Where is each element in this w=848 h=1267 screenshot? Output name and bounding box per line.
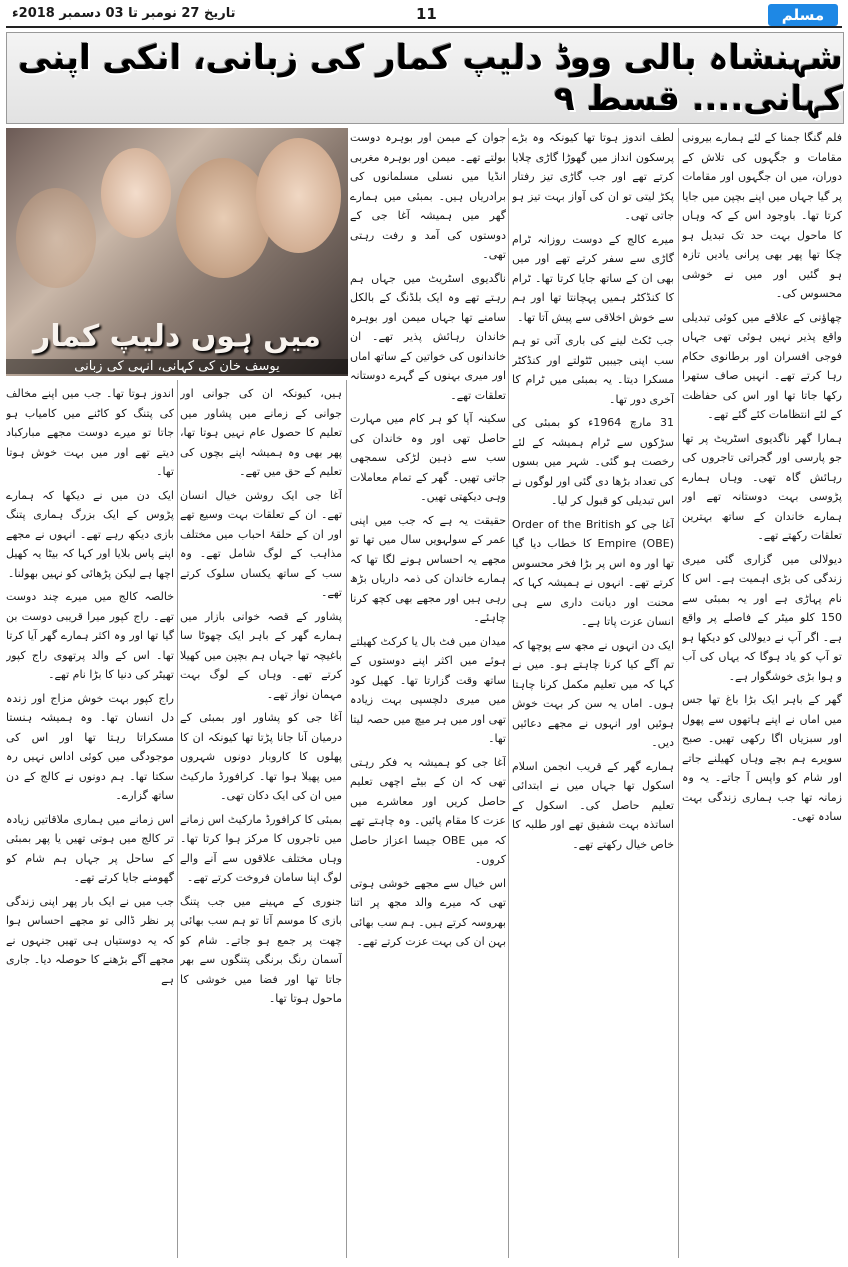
paragraph: ایک دن میں نے دیکھا کہ ہمارے پڑوس کے ایک بزرگ ہماری پتنگ بازی دیکھ رہے تھے۔ انہوں نے مجھے اپنے پاس بلایا اور کہا کہ بیٹا یہ کھیل اچھا ہے لیکن پڑھائی کو نہیں بھولنا۔	[6, 488, 174, 580]
paragraph: آغا جی ایک روشن خیال انسان تھے۔ ان کے تعلقات بہت وسیع تھے اور ان کے حلقۂ احباب میں مختلف مذاہب کے لوگ شامل تھے۔ وہ سب کے ساتھ یکساں سلوک کرتے تھے۔	[180, 488, 342, 599]
paragraph: ایک دن انہوں نے مجھ سے پوچھا کہ تم آگے کیا کرنا چاہتے ہو۔ میں نے کہا کہ میں تعلیم مکمل کرنا چاہتا ہوں۔ اماں یہ سن کر بہت خوش ہوئیں اور انہوں نے مجھے دعائیں دیں۔	[512, 638, 674, 749]
column-divider	[678, 128, 679, 1258]
paragraph: جنوری کے مہینے میں جب پتنگ بازی کا موسم آتا تو ہم سب بھائی چھت پر جمع ہو جاتے۔ شام کو آسمان رنگ برنگی پتنگوں سے بھر جاتا تھا اور فضا میں خوشی کا ماحول ہوتا تھا۔	[180, 894, 342, 1005]
paragraph: اس زمانے میں ہماری ملاقاتیں زیادہ تر کالج میں ہوتی تھیں یا پھر بمبئی کے ساحل پر جہاں ہم شام کو گھومنے جایا کرتے تھے۔	[6, 812, 174, 884]
photo-caption: میں ہوں دلیپ کمار	[33, 319, 321, 354]
paragraph: ناگدیوی اسٹریٹ میں جہاں ہم رہتے تھے وہ ایک بلڈنگ کے بالکل سامنے تھا جہاں میمن اور بوہرہ خاندان رہائش پذیر تھے۔ ان خاندانوں کی خواتین کے ساتھ اماں اور میری بہنوں کے گہرے دوستانہ تعلقات تھے۔	[350, 271, 506, 402]
column-divider	[346, 380, 347, 1258]
paragraph: آغا جی کو Order of the British Empire (OBE) کا خطاب دیا گیا تھا اور وہ اس پر بڑا فخر محسوس کرتے تھے۔ انہوں نے ہمیشہ کہا کہ محنت اور دیانت داری سے ہی انسان عزت پاتا ہے۔	[512, 517, 674, 628]
photo-face-right	[256, 138, 341, 253]
paragraph: راج کپور بہت خوش مزاج اور زندہ دل انسان تھا۔ وہ ہمیشہ ہنستا مسکراتا رہتا تھا اور اس کی موجودگی میں کوئی اداس نہیں رہ سکتا تھا۔ ہم دونوں نے کالج کے دن ساتھ گزارے۔	[6, 691, 174, 802]
paragraph: آغا جی کو ہمیشہ یہ فکر رہتی تھی کہ ان کے بیٹے اچھی تعلیم حاصل کریں اور معاشرے میں عزت کا مقام پائیں۔ وہ چاہتے تھے کہ میں OBE جیسا اعزاز حاصل کروں۔	[350, 755, 506, 866]
paragraph: اندوز ہوتا تھا۔ جب میں اپنے مخالف کی پتنگ کو کاٹنے میں کامیاب ہو جاتا تو میرے دوست مجھے مبارکباد دیتے تھے اور میں بہت خوش ہوتا تھا۔	[6, 387, 174, 478]
column-divider	[177, 380, 178, 1258]
paragraph: بمبئی کا کرافورڈ مارکیٹ اس زمانے میں تاجروں کا مرکز ہوا کرتا تھا۔ وہاں مختلف علاقوں سے آنے والے لوگ اپنا سامان فروخت کرتے تھے۔	[180, 812, 342, 884]
paragraph: چھاؤنی کے علاقے میں کوئی تبدیلی واقع پذیر نہیں ہوئی تھی جہاں فوجی افسران اور برطانوی حکام رہا کرتے تھے۔ انہیں صاف ستھرا رکھا جاتا تھا اور اس کی حفاظت کے لئے انتظامات کئے گئے تھے۔	[682, 310, 842, 421]
paragraph: 31 مارچ 1964ء کو بمبئی کی سڑکوں سے ٹرام ہمیشہ کے لئے رخصت ہو گئی۔ شہر میں بسوں کی تعداد بڑھا دی گئی اور لوگوں نے اس تبدیلی کو قبول کر لیا۔	[512, 416, 674, 507]
paragraph: ہمارا گھر ناگدیوی اسٹریٹ پر تھا جو پارسی اور گجراتی تاجروں کی رہائش گاہ تھی۔ وہاں ہمارے پڑوسی بہت دوستانہ تھے اور ہمارے خاندان کے ساتھ بہترین تعلقات رکھتے تھے۔	[682, 431, 842, 542]
text-column-2	[512, 128, 674, 1258]
article-headline	[6, 32, 844, 124]
article-photo	[6, 128, 348, 376]
paragraph: آغا جی کو پشاور اور بمبئی کے درمیان آنا جانا پڑتا تھا کیونکہ ان کا پھلوں کا کاروبار دونوں شہروں میں پھیلا ہوا تھا۔ کرافورڈ مارکیٹ میں ان کی ایک دکان تھی۔	[180, 711, 342, 802]
paragraph: سکینہ آپا کو ہر کام میں مہارت حاصل تھی اور وہ خاندان کی سب سے ذہین لڑکی سمجھی جاتی تھیں۔ گھر کے تمام معاملات وہی دیکھتی تھیں۔	[350, 412, 506, 503]
photo-face-center	[176, 158, 271, 278]
page-number: 11	[416, 5, 437, 23]
page-header	[6, 4, 842, 28]
photo-subcaption: یوسف خان کی کہانی، انہی کی زبانی	[6, 359, 348, 374]
text-column-4	[180, 384, 342, 1258]
text-column-1	[682, 128, 842, 1258]
paragraph: ہمارے گھر کے قریب انجمن اسلام اسکول تھا جہاں میں نے ابتدائی تعلیم حاصل کی۔ اسکول کے اساتذہ بہت شفیق تھے اور طلبہ کا خاص خیال رکھتے تھے۔	[512, 759, 674, 851]
paragraph: لطف اندوز ہوتا تھا کیونکہ وہ بڑے پرسکون انداز میں گھوڑا گاڑی چلایا کرتے تھے اور جب گاڑی تیز رفتار پکڑ لیتی تو ان کی آواز بہت تیز ہو جاتی تھی۔	[512, 131, 674, 222]
publication-logo: مسلم	[768, 4, 838, 26]
paragraph: جب ٹکٹ لینے کی باری آتی تو ہم سب اپنی جیبیں ٹٹولتے اور کنڈکٹر مسکرا دیتا۔ یہ بمبئی میں ٹرام کا آخری دور تھا۔	[512, 334, 674, 406]
paragraph: پشاور کے قصہ خوانی بازار میں ہمارے گھر کے باہر ایک چھوٹا سا باغیچہ تھا جہاں ہم بچپن میں کھیلا کرتے تھے۔ وہاں کے لوگ بہت مہمان نواز تھے۔	[180, 609, 342, 701]
text-column-3	[350, 128, 506, 1258]
photo-face-woman	[101, 148, 171, 238]
paragraph: جب میں نے ایک بار پھر اپنی زندگی پر نظر ڈالی تو مجھے احساس ہوا کہ یہ دوستیاں ہی تھیں جنہوں نے مجھے آگے بڑھنے کا حوصلہ دیا۔ جاری ہے	[6, 894, 174, 986]
text-column-5	[6, 384, 174, 1258]
paragraph: ہیں، کیونکہ ان کی جوانی اور جوانی کے زمانے میں پشاور میں تعلیم کا حصول عام نہیں ہوتا تھا، پھر بھی وہ ہمیشہ اپنے بچوں کی تعلیم کے حق میں تھے۔	[180, 387, 342, 478]
headline-text: شہنشاہ بالی ووڈ دلیپ کمار کی زبانی، انکی اپنی کہانی.... قسط ۹	[18, 38, 843, 119]
paragraph: جوان کے میمن اور بوہرہ دوست بولتے تھے۔ میمن اور بوہرہ مغربی انڈیا میں نسلی مسلمانوں کی برادریاں ہیں۔ بمبئی میں ہمارے گھر میں ہمیشہ آغا جی کے دوستوں کی آمد و رفت رہتی تھی۔	[350, 131, 506, 261]
column-divider	[508, 128, 509, 1258]
paragraph: میرے کالج کے دوست روزانہ ٹرام گاڑی سے سفر کرتے تھے اور میں بھی ان کے ساتھ جایا کرتا تھا۔ ٹرام کا کنڈکٹر ہمیں پہچانتا تھا اور ہم سے خوش اخلاقی سے پیش آتا تھا۔	[512, 232, 674, 324]
paragraph: حقیقت یہ ہے کہ جب میں اپنی عمر کے سولہویں سال میں تھا تو مجھے یہ احساس ہونے لگا تھا کہ ہمارے خاندان کی ذمہ داریاں بڑھ رہی ہیں اور مجھے بھی کچھ کرنا چاہئے۔	[350, 513, 506, 624]
paragraph: میدان میں فٹ بال یا کرکٹ کھیلتے ہوئے میں اکثر اپنے دوستوں کے ساتھ وقت گزارتا تھا۔ کھیل کود میں میری دلچسپی بہت زیادہ تھی اور میں ہر میچ میں حصہ لیتا تھا۔	[350, 634, 506, 745]
paragraph: خالصہ کالج میں میرے چند دوست تھے۔ راج کپور میرا قریبی دوست بن گیا تھا اور وہ اکثر ہمارے گھر آیا کرتا تھا۔ اس کے والد پرتھوی راج کپور تھیٹر کی دنیا کا بڑا نام تھے۔	[6, 590, 174, 681]
paragraph: اس خیال سے مجھے خوشی ہوتی تھی کہ میرے والد مجھ پر اتنا بھروسہ کرتے ہیں۔ ہم سب بھائی بہن ان کی بہت عزت کرتے تھے۔	[350, 876, 506, 948]
paragraph: گھر کے باہر ایک بڑا باغ تھا جس میں اماں نے اپنے ہاتھوں سے پھول اور سبزیاں اگا رکھی تھیں۔ صبح سویرے ہم بچے وہاں کھیلنے جاتے اور شام کو واپس آ جاتے۔ یہ وہ زمانہ تھا جب ہماری زندگی بہت سادہ تھی۔	[682, 693, 842, 823]
issue-dateline: تاریخ 27 نومبر تا 03 دسمبر 2018ء	[12, 6, 236, 21]
paragraph: دیولالی میں گزاری گئی میری زندگی کی بڑی اہمیت ہے۔ اس کا نام پہاڑی ہے اور یہ بمبئی سے 150 کلو میٹر کے فاصلے پر واقع ہے۔ اگر آپ نے دیولالی کو دیکھا ہو تو آپ کو یاد ہوگا کہ یہاں کی آب و ہوا بڑی خوشگوار ہے۔	[682, 552, 842, 683]
paragraph: فلم گنگا جمنا کے لئے ہمارے بیرونی مقامات و جگہوں کی تلاش کے دوران، میں ان جگہوں اور مقامات پر گیا جہاں میں اپنے بچپن میں جایا کرتا تھا۔ باوجود اس کے کہ وہاں کا ماحول بہت حد تک تبدیل ہو چکا تھا پھر بھی پرانی یادیں تازہ ہو گئیں اور میں نے خوشی محسوس کی۔	[682, 131, 842, 300]
photo-face-faded	[16, 188, 96, 288]
